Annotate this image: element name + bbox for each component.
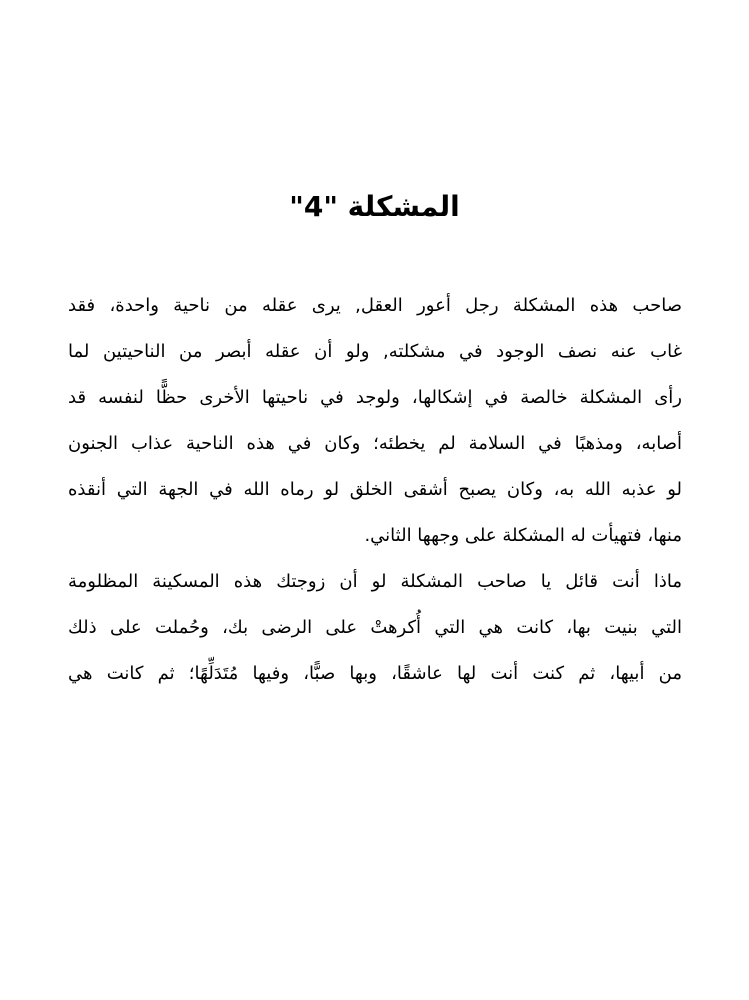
text-line: منها، فتهيأت له المشكلة على وجهها الثاني.	[364, 525, 682, 546]
page-title: المشكلة "4"	[289, 190, 460, 223]
text-line: صاحب هذه المشكلة رجل أعور العقل, يرى عقله من ناحية واحدة، فقد	[68, 295, 682, 316]
body-text	[68, 283, 682, 697]
text-line: التي بنيت بها، كانت هي التي أُكرهتْ على الرضى بك، وحُملت على ذلك	[68, 617, 682, 638]
text-line: لو عذبه الله به، وكان يصبح أشقى الخلق لو رماه الله في الجهة التي أنقذه	[68, 479, 682, 500]
text-line: غاب عنه نصف الوجود في مشكلته, ولو أن عقله أبصر من الناحيتين لما	[68, 341, 682, 362]
text-line: ماذا أنت قائل يا صاحب المشكلة لو أن زوجتك هذه المسكينة المظلومة	[68, 571, 682, 592]
text-line: أصابه، ومذهبًا في السلامة لم يخطئه؛ وكان في هذه الناحية عذاب الجنون	[68, 433, 682, 454]
text-line: من أبيها، ثم كنت أنت لها عاشقًا، وبها صبًّا، وفيها مُتَدَلِّهًا؛ ثم كانت هي	[68, 663, 682, 684]
text-line: رأى المشكلة خالصة في إشكالها، ولوجد في ناحيتها الأخرى حظًّا لنفسه قد	[68, 387, 682, 408]
